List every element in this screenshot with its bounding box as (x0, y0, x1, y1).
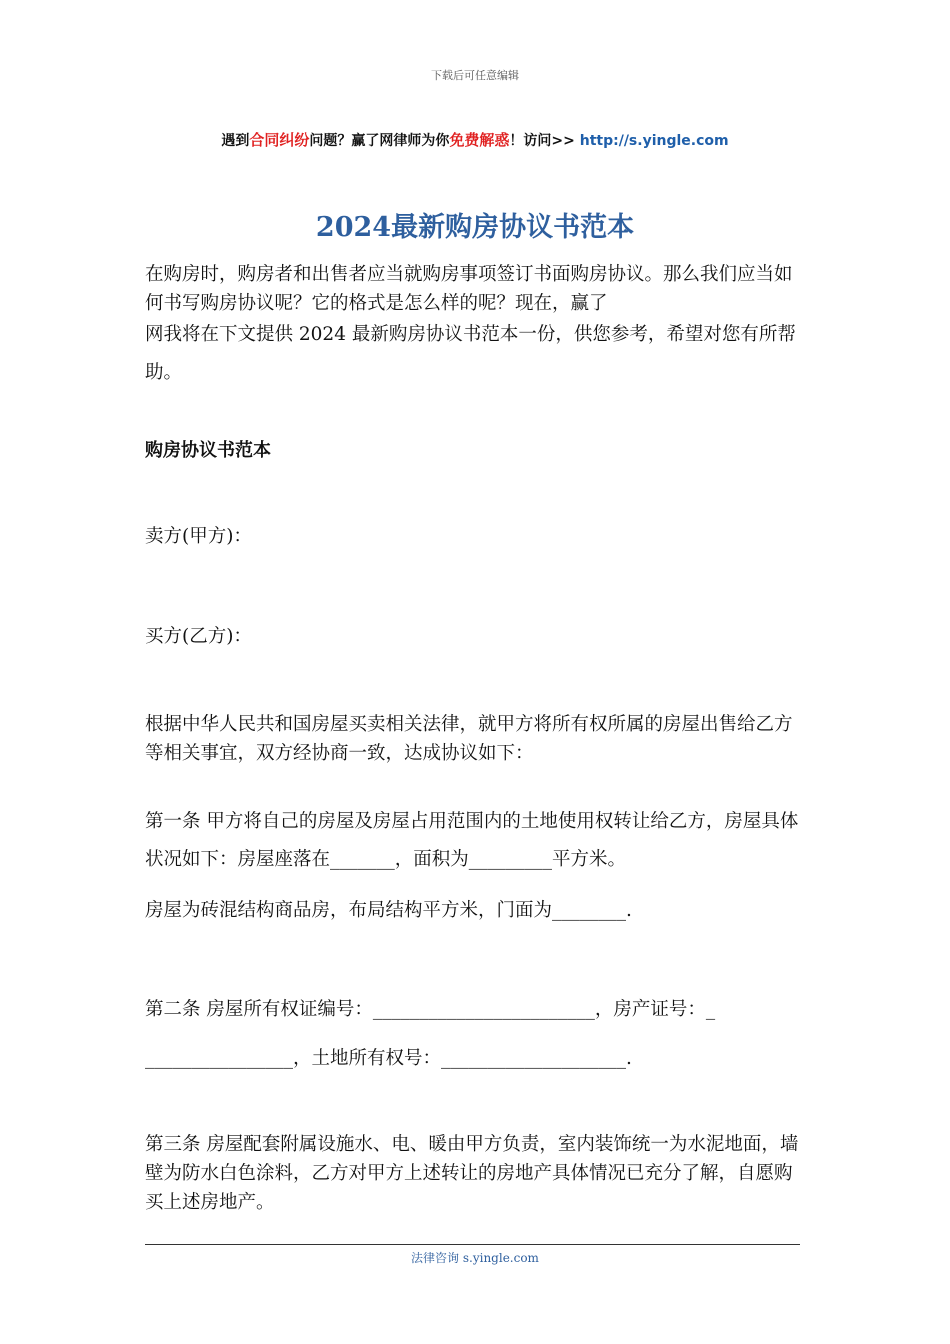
section-title: 购房协议书范本 (145, 440, 271, 461)
footer-divider (145, 1244, 800, 1245)
intro-paragraph-2: 网我将在下文提供 2024 最新购房协议书范本一份，供您参考，希望对您有所帮助。 (145, 324, 796, 383)
buyer-line: 买方(乙方)： (145, 626, 252, 647)
promo-highlight-contract-dispute: 合同纠纷 (249, 131, 310, 149)
promo-middle: 问题？赢了网律师为你 (309, 133, 450, 149)
seller-line: 卖方(甲方)： (145, 526, 252, 547)
article-1-paragraph: 第一条 甲方将自己的房屋及房屋占用范围内的土地使用权转让给乙方，房屋具体状况如下：房屋座落在_______，面积为_________平方米。 (145, 811, 799, 870)
promo-banner (0, 129, 950, 150)
promo-highlight-free-answer: 免费解惑 (449, 131, 510, 149)
article-1-structure-line: 房屋为砖混结构商品房，布局结构平方米，门面为________. (145, 900, 632, 921)
footer-note: 法律咨询 s.yingle.com (411, 1251, 539, 1265)
preamble-paragraph: 根据中华人民共和国房屋买卖相关法律，就甲方将所有权所属的房屋出售给乙方等相关事宜，双方经协商一致，达成协议如下： (145, 714, 793, 764)
article-2-line-2: ________________，土地所有权号：____________________. (145, 1048, 632, 1069)
promo-prefix: 遇到 (221, 133, 250, 149)
intro-paragraph-1: 在购房时，购房者和出售者应当就购房事项签订书面购房协议。那么我们应当如何书写购房协议呢？它的格式是怎么样的呢？现在，赢了 (145, 264, 793, 314)
article-3-paragraph: 第三条 房屋配套附属设施水、电、暖由甲方负责，室内装饰统一为水泥地面，墙壁为防水白色涂料，乙方对甲方上述转让的房地产具体情况已充分了解，自愿购买上述房地产。 (145, 1134, 799, 1213)
document-title: 2024最新购房协议书范本 (315, 212, 635, 243)
promo-suffix: ！访问>> (509, 133, 580, 149)
article-2-line-1: 第二条 房屋所有权证编号：________________________，房产证号：_ (145, 999, 716, 1020)
promo-link[interactable]: http://s.yingle.com (579, 133, 729, 149)
header-note: 下载后可任意编辑 (431, 69, 519, 82)
